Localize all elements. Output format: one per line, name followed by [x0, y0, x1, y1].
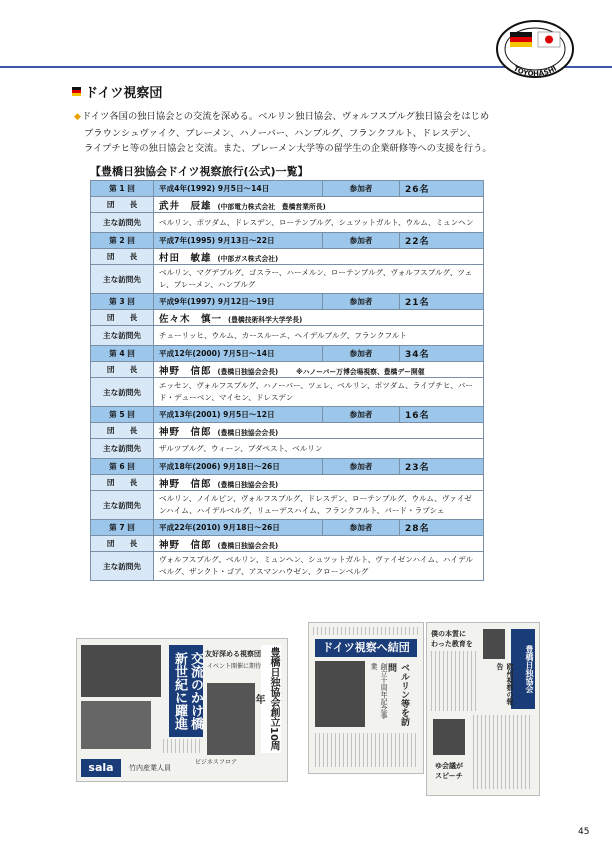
leader-cell: [154, 536, 484, 552]
leader-organization: (豊橋日独協会会長): [217, 367, 279, 376]
trip-leader-row: [91, 310, 484, 326]
trip-number: 第 2 回: [91, 233, 154, 249]
clipping-photo: [81, 701, 151, 749]
leader-name: 佐々木 慎一: [159, 313, 223, 325]
leader-cell: [154, 310, 484, 326]
cities-label: 主な訪問先: [91, 439, 154, 459]
diamond-bullet-icon: ◆: [74, 112, 81, 122]
leader-name: 神野 信郎: [159, 426, 212, 438]
leader-name: 神野 信郎: [159, 539, 212, 551]
leader-organization: (豊橋日独協会会長): [217, 428, 279, 437]
trip-number: 第 3 回: [91, 294, 154, 310]
clipping-photo: [315, 661, 365, 727]
leader-label: 団 長: [91, 475, 154, 491]
clipping-text: [315, 733, 417, 767]
newspaper-clipping-2: [308, 622, 424, 774]
clipping-text: [313, 627, 419, 635]
trip-leader-row: [91, 249, 484, 265]
leader-name: 神野 信郎: [159, 365, 212, 377]
leader-cell: [154, 249, 484, 265]
trip-leader-row: [91, 362, 484, 378]
leader-name: 武井 辰雄: [159, 200, 212, 212]
german-flag-icon: [72, 87, 81, 96]
newspaper-clipping-1: [76, 638, 288, 782]
newspaper-clipping-3: [426, 622, 540, 796]
clipping-text: [163, 739, 203, 753]
cities-label: 主な訪問先: [91, 491, 154, 520]
participant-count: 26名: [405, 185, 430, 195]
participant-count-cell: [400, 346, 484, 362]
trip-number: 第 5 回: [91, 407, 154, 423]
clipping-caption: 創立十周年記念事業: [370, 663, 388, 719]
clipping-photo: [433, 719, 465, 755]
trip-cities-row: [91, 552, 484, 581]
clipping-subheadline: ベルリン等を訪問: [386, 663, 409, 726]
section-heading: [72, 82, 162, 101]
clipping-photo: [81, 645, 161, 697]
clipping-caption: イベント開催に期待: [207, 663, 262, 670]
trip-table: [90, 180, 484, 581]
leader-organization: (中部ガス株式会社): [217, 254, 279, 263]
clipping-ad-text: ビジネスフロア: [195, 759, 237, 766]
cities-label: 主な訪問先: [91, 265, 154, 294]
participants-label: 参加者: [323, 346, 400, 362]
trip-dates: 平成4年(1992) 9月5日～14日: [154, 181, 323, 197]
trip-header-row: [91, 346, 484, 362]
visited-cities: ヴォルフスブルグ、ベルリン、ミュンヘン、シュツットガルト、ヴァイゼンハイム、ハイデルベルグ、ザンクト・ゴア、アスマンハウゼン、クローンベルグ: [154, 552, 484, 581]
clipping-headline: ドイツ視察へ結団: [315, 639, 417, 657]
leader-organization: (豊橋日独協会会長): [217, 541, 279, 550]
participants-label: 参加者: [323, 520, 400, 536]
intro-paragraph: [74, 109, 544, 157]
cities-label: 主な訪問先: [91, 552, 154, 581]
japanese-flag-icon: [538, 32, 560, 47]
trip-header-row: [91, 294, 484, 310]
cities-label: 主な訪問先: [91, 213, 154, 233]
clipping-subheadline: 豊橋日独協会創立10周年: [261, 645, 281, 753]
participants-label: 参加者: [323, 294, 400, 310]
clipping-caption: ゆ会議が: [435, 762, 463, 770]
intro-line: ライプチヒ等の独日協会と交流。また、ブレーメン大学等の留学生の企業研修等への支援を行う。: [84, 143, 492, 154]
leader-organization: (豊橋技術科学大学学長): [228, 315, 303, 324]
participant-count: 22名: [405, 237, 430, 247]
leader-organization: (豊橋日独協会会長): [217, 480, 279, 489]
trip-header-row: [91, 520, 484, 536]
visited-cities: ザルツブルグ、ウィーン、ブダペスト、ベルリン: [154, 439, 484, 459]
clipping-headline: 交流のかけ橋 新世紀に躍進: [169, 645, 203, 737]
trip-cities-row: [91, 378, 484, 407]
clipping-headline: 豊橋日独協会: [511, 629, 535, 709]
leader-label: 団 長: [91, 536, 154, 552]
page-number: 45: [578, 827, 590, 837]
visited-cities: ベルリン、マグデブルグ、ゴスラー、ハーメルン、ローテンブルグ、ヴォルフスブルグ、ツェレ、ブレーメン、ハンブルグ: [154, 265, 484, 294]
leader-cell: [154, 423, 484, 439]
trip-header-row: [91, 459, 484, 475]
participant-count: 28名: [405, 524, 430, 534]
trip-cities-row: [91, 439, 484, 459]
participant-count: 23名: [405, 463, 430, 473]
participants-label: 参加者: [323, 459, 400, 475]
participants-label: 参加者: [323, 407, 400, 423]
leader-name: 神野 信郎: [159, 478, 212, 490]
participant-count: 16名: [405, 411, 430, 421]
trip-cities-row: [91, 326, 484, 346]
participant-count-cell: [400, 233, 484, 249]
cities-label: 主な訪問先: [91, 326, 154, 346]
participant-count-cell: [400, 459, 484, 475]
clipping-ad-text: 竹内産業人員: [129, 764, 171, 772]
intro-line: ドイツ各国の独日協会との交流を深める。ベルリン独日協会、ヴォルフスブルグ独日協会をはじめ: [81, 111, 490, 122]
trip-number: 第 6 回: [91, 459, 154, 475]
trip-dates: 平成18年(2006) 9月18日～26日: [154, 459, 323, 475]
visited-cities: エッセン、ヴォルフスブルグ、ハノーバー、ツェレ、ベルリン、ポツダム、ライプチヒ、バード・デューベン、マイセン、ドレスデン: [154, 378, 484, 407]
trip-header-row: [91, 407, 484, 423]
trip-header-row: [91, 233, 484, 249]
leader-name: 村田 敏雄: [159, 252, 212, 264]
emblem-text: TOYOHASHI: [511, 64, 559, 79]
participant-count-cell: [400, 520, 484, 536]
visited-cities: ベルリン、ポツダム、ドレスデン、ローテンブルグ、シュツットガルト、ウルム、ミュンヘン: [154, 213, 484, 233]
clipping-caption: スピーチ: [435, 772, 463, 780]
leader-cell: [154, 197, 484, 213]
german-flag-icon: [510, 32, 532, 47]
trip-cities-row: [91, 491, 484, 520]
clipping-text: [473, 715, 533, 789]
leader-label: 団 長: [91, 310, 154, 326]
leader-label: 団 長: [91, 362, 154, 378]
leader-cell: [154, 362, 484, 378]
trip-dates: 平成7年(1995) 9月13日～22日: [154, 233, 323, 249]
leader-label: 団 長: [91, 249, 154, 265]
clipping-text: [431, 651, 477, 711]
trip-leader-row: [91, 423, 484, 439]
clipping-ad-logo: sala: [81, 759, 121, 777]
clipping-subheadline: 欧州視察の報告: [496, 663, 514, 705]
trip-leader-row: [91, 536, 484, 552]
trip-header-row: [91, 181, 484, 197]
clipping-headline: 僕の本質に: [431, 630, 466, 638]
trip-number: 第 1 回: [91, 181, 154, 197]
clipping-photo: [207, 683, 255, 755]
section-title: ドイツ視察団: [85, 86, 163, 101]
trip-cities-row: [91, 265, 484, 294]
cities-label: 主な訪問先: [91, 378, 154, 407]
clipping-headline: わった教育を: [431, 640, 473, 648]
clipping-caption: 友好深める視察団: [205, 650, 261, 658]
participant-count: 21名: [405, 298, 430, 308]
intro-line: ブラウンシュヴァイク、ブレーメン、ハノーバー、ハンブルグ、フランクフルト、ドレスデン、: [84, 127, 477, 139]
trip-dates: 平成12年(2000) 7月5日～14日: [154, 346, 323, 362]
participants-label: 参加者: [323, 181, 400, 197]
clipping-photo: [483, 629, 505, 659]
visited-cities: チューリッヒ、ウルム、カースルーエ、ヘイデルブルグ、フランクフルト: [154, 326, 484, 346]
trip-dates: 平成9年(1997) 9月12日～19日: [154, 294, 323, 310]
leader-organization: (中部電力株式会社 豊橋営業所長): [217, 202, 326, 211]
leader-label: 団 長: [91, 423, 154, 439]
participant-count-cell: [400, 294, 484, 310]
participant-count: 34名: [405, 350, 430, 360]
trip-leader-row: [91, 475, 484, 491]
trip-leader-row: [91, 197, 484, 213]
trip-number: 第 7 回: [91, 520, 154, 536]
toyohashi-flag-emblem: [494, 18, 576, 80]
trip-dates: 平成22年(2010) 9月18日～26日: [154, 520, 323, 536]
leader-label: 団 長: [91, 197, 154, 213]
table-title: 【豊橋日独協会ドイツ視察旅行(公式)一覧】: [90, 165, 309, 178]
leader-cell: [154, 475, 484, 491]
participant-count-cell: [400, 181, 484, 197]
trip-number: 第 4 回: [91, 346, 154, 362]
trip-dates: 平成13年(2001) 9月5日～12日: [154, 407, 323, 423]
trip-note: ※ハノーバー万博会場視察、豊橋デー開催: [296, 367, 425, 376]
visited-cities: ベルリン、ノイルピン、ヴォルフスブルグ、ドレスデン、ローテンブルグ、ウルム、ヴァイゼンハイム、ハイデルベルグ、リューデスハイム、フランクフルト、バード・ラプシェ: [154, 491, 484, 520]
trip-cities-row: [91, 213, 484, 233]
participants-label: 参加者: [323, 233, 400, 249]
participant-count-cell: [400, 407, 484, 423]
